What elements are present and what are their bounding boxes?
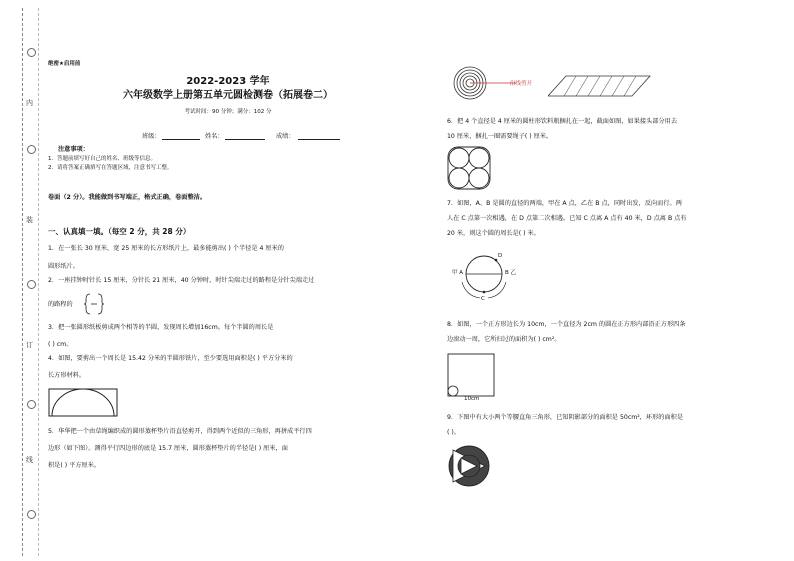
- question-text: 长方形材料。: [48, 372, 86, 379]
- four-circles-figure: [447, 146, 491, 190]
- section-heading: 一、认真填一填。（每空 2 分，共 28 分）: [48, 227, 191, 236]
- binding-char: 订: [26, 341, 33, 349]
- notes-heading: 注意事项：: [58, 146, 89, 153]
- class-label: 班级：: [142, 133, 161, 140]
- question-text: ( ) cm。: [48, 341, 73, 348]
- semicircle-in-rectangle-figure: [48, 388, 120, 418]
- question-text: 9．下图中有大小两个等腰直角三角形，已知阴影部分的面积是 50cm²，环形的面积是: [447, 414, 684, 421]
- neatness-note: 卷面（2 分）。我能做到书写端正，格式正确，卷面整洁。: [48, 194, 207, 201]
- question-text: 10 厘米，捆扎一圈需要绳子( ) 厘米。: [447, 133, 553, 140]
- concentric-circles-figure: [452, 66, 516, 100]
- title-year: 2022-2023 学年: [186, 76, 270, 87]
- binding-circle: [27, 145, 36, 154]
- score-field[interactable]: [298, 139, 340, 140]
- point-c-label: C: [481, 296, 485, 302]
- point-d-label: D: [498, 253, 503, 259]
- class-field[interactable]: [162, 139, 200, 140]
- question-text: 边形（如下图）。测得平行四边形的底是 15.7 厘米，圆形蒸杯垫片的半径是( ) 厘米，面: [48, 445, 288, 452]
- point-b-label: B 乙: [505, 270, 517, 276]
- question-text: 4．如图，要剪出一个周长是 15.42 分米的半圆形铁片，至少要选用面积是( ) 平方分米的: [48, 355, 293, 362]
- name-label: 姓名：: [205, 133, 224, 140]
- question-text: 1．在一张长 30 厘米，宽 25 厘米的长方形纸片上，最多能剪出( ) 个半径是 4 厘米的: [48, 245, 284, 252]
- circle-diameter-figure: [458, 252, 520, 304]
- question-text: 圆形纸片。: [48, 263, 79, 270]
- question-text: 8．如图，一个正方形边长为 10cm，一个直径为 2cm 的圆在正方形内部沿正方形四条: [447, 321, 686, 328]
- parallelogram-figure: [548, 74, 652, 98]
- point-a-label: 甲 A: [452, 270, 464, 276]
- binding-line-outer: [22, 8, 23, 556]
- sealed-label: 绝密★启用前: [48, 61, 81, 67]
- question-text: 6．把 4 个直径是 4 厘米的圆柱形饮料瓶捆扎在一起，截面如图，如果接头部分用去: [447, 118, 678, 125]
- note-item: 1．答题前填写好自己的姓名、班级等信息。: [48, 156, 157, 162]
- ring-triangle-figure: [447, 444, 491, 488]
- question-text: 3．把一张圆形纸板剪成两个相等的半圆，发现周长增加16cm。每个半圆的周长是: [48, 324, 274, 331]
- question-text: 人在 C 点第一次相遇，在 D 点第二次相遇。已知 C 点离 A 点有 40 米，D 点离 B 点有: [447, 215, 687, 222]
- question-text: 7．如图，A、B 是圆的直径的两端，甲在 A 点，乙在 B 点，同时出发，反向而行。两: [447, 200, 682, 207]
- question-text: 边滚动一周，它所扫过的面积为( ) cm²。: [447, 336, 561, 343]
- question-text: 5．华华把一个由草绳编织成的圆形蒸杯垫片沿直径剪开，得到两个近似的三角形，再拼成平行四: [48, 428, 312, 435]
- note-item: 2．请将答案正确填写在答题区域，注意书写工整。: [48, 165, 173, 171]
- page-title: 六年级数学上册第五单元圆检测卷（拓展卷二）: [123, 90, 333, 101]
- score-label: 成绩：: [276, 133, 295, 140]
- square-rolling-circle-figure: [447, 353, 497, 398]
- binding-char: 装: [26, 216, 33, 224]
- binding-char: 内: [26, 99, 33, 107]
- question-text: 2．一座挂钟时针长 15 厘米，分针长 21 厘米，40 分钟时，时针尖端走过的路程是分针尖端走过: [48, 277, 315, 284]
- binding-circle: [27, 400, 36, 409]
- question-text: 的路程的: [48, 301, 73, 308]
- side-length-label: 10cm: [464, 396, 480, 402]
- fraction-blank-icon[interactable]: [84, 292, 104, 316]
- question-text: ( )。: [447, 429, 460, 436]
- binding-circle: [27, 510, 36, 519]
- question-text: 20 米，则这个圆的周长是( ) 米。: [447, 230, 540, 237]
- binding-circle: [27, 48, 36, 57]
- binding-line-inner: [38, 8, 39, 556]
- question-text: 积是( ) 平方厘米。: [48, 462, 101, 469]
- name-field[interactable]: [225, 139, 265, 140]
- exam-info: 考试时间：90 分钟；满分：102 分: [184, 109, 272, 115]
- binding-circle: [27, 280, 36, 289]
- binding-char: 线: [26, 456, 33, 464]
- cut-label: 沿线剪开: [510, 81, 533, 87]
